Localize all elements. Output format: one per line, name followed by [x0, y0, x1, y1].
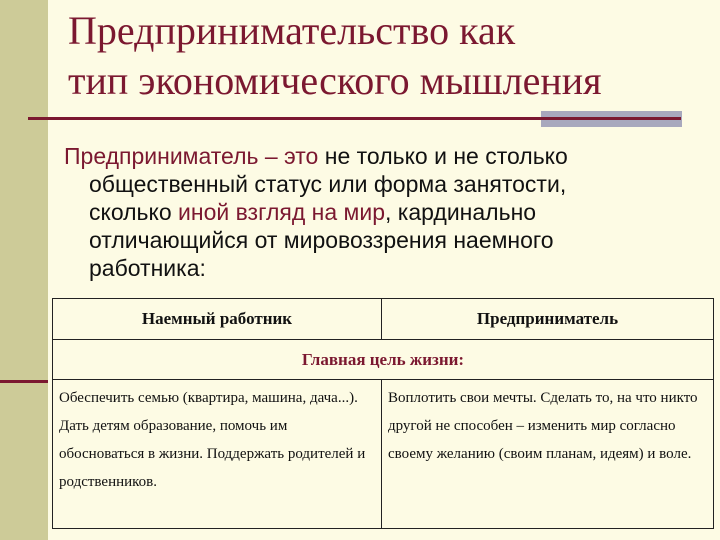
intro-text-3a: сколько [89, 199, 179, 225]
intro-text-3b: , кардинально [385, 199, 537, 225]
intro-line-4 [64, 226, 694, 254]
table-subheader-row [53, 340, 714, 380]
intro-paragraph [64, 142, 694, 282]
intro-text-2: общественный статус или форма занятости, [89, 171, 567, 197]
intro-line-2 [64, 170, 694, 198]
header-entrepreneur: Предприниматель [382, 299, 714, 340]
title-line-2: тип экономического мышления [68, 58, 602, 103]
intro-line-5 [64, 254, 694, 282]
title-underline [28, 117, 681, 120]
intro-highlight-1: Предприниматель – это [64, 143, 319, 169]
intro-text-4: отличающийся от мировоззрения наемного [89, 227, 554, 253]
intro-text-1: не только и не столько [318, 143, 568, 169]
intro-line-1 [64, 142, 694, 170]
cell-employee-goal: Обеспечить семью (квартира, машина, дача...). Дать детям образование, помочь им обосноваться в жизни. Поддержать родителей и родственников. [53, 380, 382, 529]
cell-entrepreneur-goal: Воплотить свои мечты. Сделать то, на что никто другой не способен – изменить мир согласно своему желанию (своим планам, идеям) и воле. [382, 380, 714, 529]
table-row [53, 380, 714, 529]
slide-title [68, 6, 708, 106]
title-line-1: Предпринимательство как [68, 8, 516, 53]
comparison-table [52, 298, 714, 529]
intro-text-5: работника: [89, 255, 206, 281]
header-employee: Наемный работник [53, 299, 382, 340]
intro-highlight-2: иной взгляд на мир [178, 199, 386, 225]
intro-line-3 [64, 198, 694, 226]
left-decorative-bar [0, 0, 48, 540]
table-header-row [53, 299, 714, 340]
subheader-life-goal: Главная цель жизни: [53, 340, 714, 380]
left-accent-line [0, 380, 48, 383]
